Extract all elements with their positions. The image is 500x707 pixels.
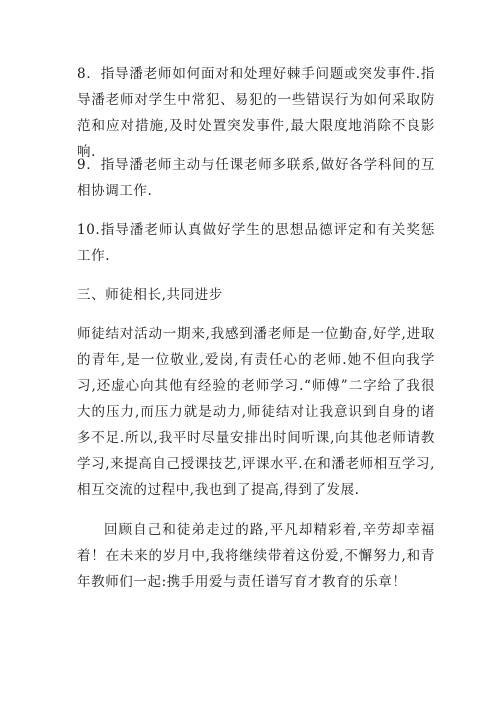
- paragraph-section-body: 师徒结对活动一期来,我感到潘老师是一位勤奋,好学,进取的青年,是一位敬业,爱岗,有责任心的老师.她不但向我学习,还虚心向其他有经验的老师学习.“师傅”二字给了我很大的压力,而压力就是动力,师徒结对让我意识到自身的诸多不足.所以,我平时尽量安排出时间听课,向其他老师请教学习,来提高自己授课技艺,评课水平.在和潘老师相互学习,相互交流的过程中,我也到了提高,得到了发展.: [77, 326, 435, 498]
- paragraph-closing: 回顾自己和徒弟走过的路,平凡却精彩着,辛劳却幸福着！在未来的岁月中,我将继续带着这份爱,不懈努力,和青年教师们一起:携手用爱与责任谱写育才教育的乐章！: [77, 522, 435, 590]
- paragraph-item-8: 8．指导潘老师如何面对和处理好棘手问题或突发事件.指导潘老师对学生中常犯、易犯的一些错误行为如何采取防范和应对措施,及时处置突发事件,最大限度地消除不良影响.: [77, 66, 435, 160]
- paragraph-item-10: 10.指导潘老师认真做好学生的思想品德评定和有关奖惩工作.: [77, 222, 435, 264]
- section-heading: 三、师徒相长,共同进步: [77, 287, 223, 303]
- paragraph-item-9: 9．指导潘老师主动与任课老师多联系,做好各学科间的互相协调工作.: [77, 157, 435, 199]
